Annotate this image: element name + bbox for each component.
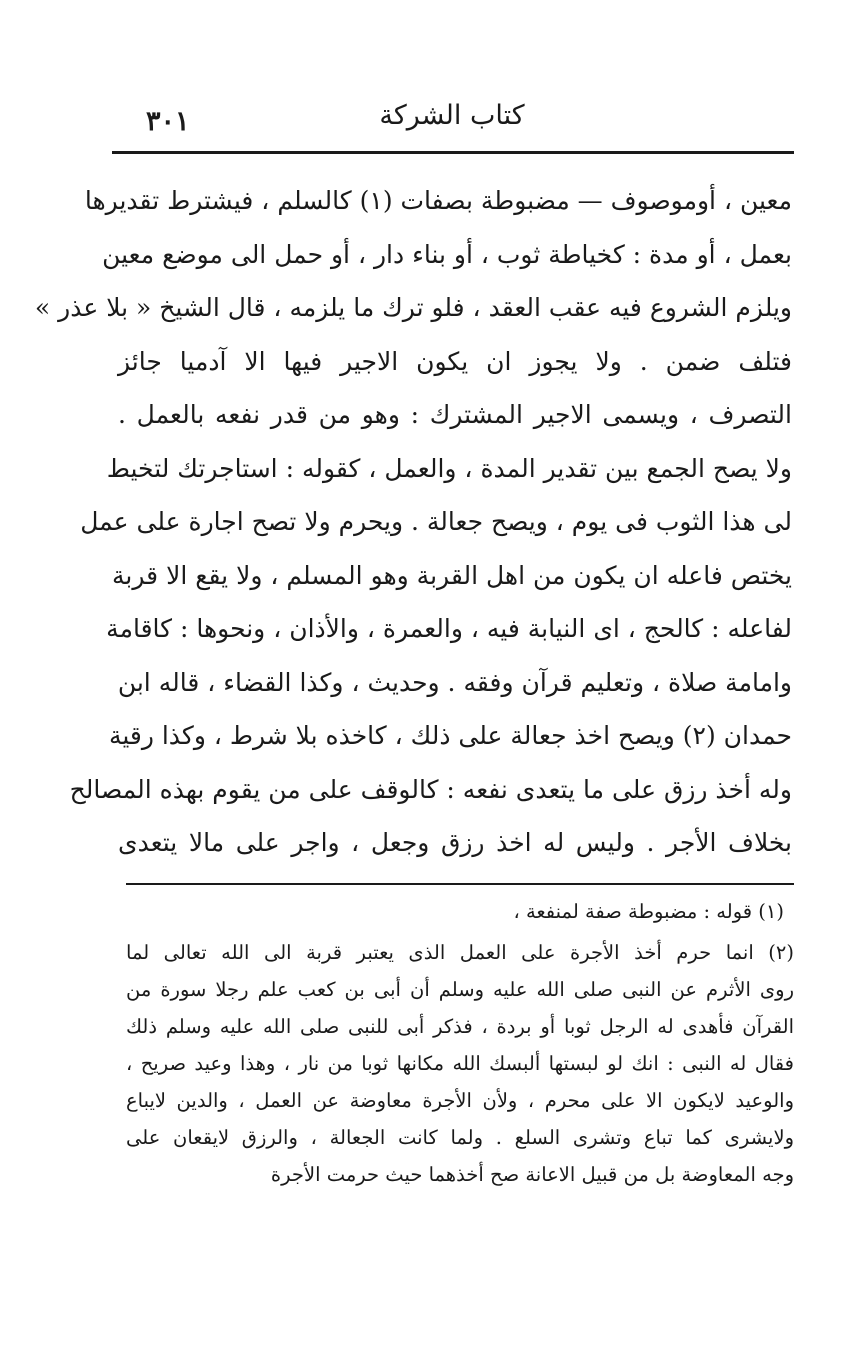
main-text	[34, 174, 792, 870]
text-line: يختص فاعله ان يكون من اهل القربة وهو المسلم ، ولا يقع الا قربة	[112, 560, 792, 590]
text-line: وامامة صلاة ، وتعليم قرآن وفقه . وحديث ، وكذا القضاء ، قاله ابن	[117, 667, 792, 697]
footnote-rule	[126, 883, 794, 885]
text-line: بعمل ، أو مدة : كخياطة ثوب ، أو بناء دار ، أو حمل الى موضع معين	[102, 239, 792, 269]
text-line: ويلزم الشروع فيه عقب العقد ، فلو ترك ما يلزمه ، قال الشيخ « بلا عذر »	[34, 293, 792, 322]
text-line: حمدان (٢) ويصح اخذ جعالة على ذلك ، كاخذه بلا شرط ، وكذا رقية	[108, 721, 792, 750]
text-line: بخلاف الأجر . وليس له اخذ رزق وجعل ، واجر على مالا يتعدى	[118, 828, 792, 857]
footnotes	[126, 890, 794, 1193]
page-number: ٣٠١	[146, 106, 190, 137]
footnote-2-line: روى الأثرم عن النبى صلى الله عليه وسلم أن أبى بن كعب علم رجلا سورة من	[126, 978, 794, 1001]
running-title: كتاب الشركة	[379, 100, 525, 131]
footnote-2-line: ولايشرى كما تباع وتشرى السلع . ولما كانت الجعالة ، والرزق لايقعان على	[126, 1126, 794, 1149]
footnote-2-line: القرآن فأهدى له الرجل ثوبا أو بردة ، فذكر أبى للنبى صلى الله عليه وسلم ذلك	[126, 1015, 794, 1038]
page-header	[112, 96, 792, 146]
text-line: وله أخذ رزق على ما يتعدى نفعه : كالوقف على من يقوم بهذه المصالح	[69, 774, 792, 804]
footnote-1: (١) قوله : مضبوطة صفة لمنفعة ،	[513, 900, 784, 923]
text-line: لى هذا الثوب فى يوم ، ويصح جعالة . ويحرم ولا تصح اجارة على عمل	[80, 507, 792, 536]
text-line: ولا يصح الجمع بين تقدير المدة ، والعمل ، كقوله : استاجرتك لتخيط	[106, 453, 792, 483]
text-line: فتلف ضمن . ولا يجوز ان يكون الاجير فيها الا آدميا جائز	[118, 346, 792, 376]
header-rule	[112, 151, 794, 154]
text-line: التصرف ، ويسمى الاجير المشترك : وهو من قدر نفعه بالعمل .	[118, 400, 792, 429]
footnote-2-line: فقال له النبى : انك لو لبستها ألبسك الله مكانها ثوبا من نار ، وهذا وعيد صريح ،	[126, 1052, 794, 1075]
text-line: لفاعله : كالحج ، اى النيابة فيه ، والعمرة ، والأذان ، ونحوها : كاقامة	[106, 614, 792, 643]
footnote-2-line: والوعيد لايكون الا على محرم ، ولأن الأجرة معاوضة عن العمل ، والدين لايباع	[126, 1089, 794, 1112]
footnote-2-line: وجه المعاوضة بل من قبيل الاعانة صح أخذهما حيث حرمت الأجرة	[270, 1163, 794, 1186]
text-line: معين ، أوموصوف — مضبوطة بصفات (١) كالسلم ، فيشترط تقديرها	[84, 186, 792, 215]
footnote-2-line: (٢) انما حرم أخذ الأجرة على العمل الذى يعتبر قربة الى الله تعالى لما	[126, 941, 794, 964]
